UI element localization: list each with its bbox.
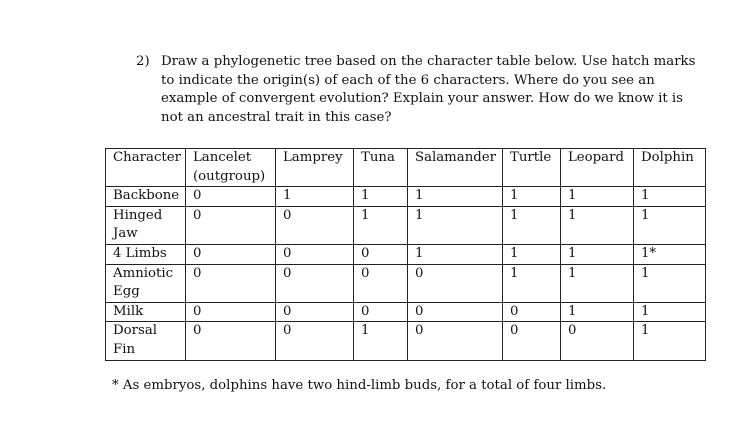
table-cell: 0 [407, 264, 502, 302]
question-block [136, 53, 696, 127]
table-cell: 1 [560, 264, 633, 302]
table-cell: 0 [185, 264, 275, 302]
table-cell: 1 [502, 206, 560, 244]
table-cell: 1 [502, 187, 560, 207]
header-salamander: Salamander [407, 149, 502, 187]
table-cell: 1 [560, 187, 633, 207]
character-name: Dorsal Fin [106, 322, 186, 360]
table-cell: 0 [353, 244, 407, 264]
table-cell: 0 [275, 244, 353, 264]
table-cell: 0 [185, 302, 275, 322]
character-name: Milk [106, 302, 186, 322]
character-name: Amniotic Egg [106, 264, 186, 302]
table-cell: 0 [407, 322, 502, 360]
character-name: 4 Limbs [106, 244, 186, 264]
table-cell: 0 [275, 322, 353, 360]
table-cell: 1 [560, 302, 633, 322]
table-cell: 0 [275, 206, 353, 244]
header-character: Character [106, 149, 186, 187]
table-cell: 1 [353, 206, 407, 244]
table-cell: 0 [185, 322, 275, 360]
question-number: 2) [136, 54, 150, 69]
table-cell: 0 [560, 322, 633, 360]
question-text: Draw a phylogenetic tree based on the character table below. Use hatch marks to indicate the origin(s) of each of the 6 characters. Where do you see an example of convergent evolution? Explain your answer. How do we know it is not an ancestral trait in this case? [161, 54, 696, 125]
table-row [106, 206, 706, 244]
table-cell: 0 [275, 264, 353, 302]
header-leopard: Leopard [560, 149, 633, 187]
table-cell: 1 [633, 206, 705, 244]
table-cell: 1 [275, 187, 353, 207]
header-turtle: Turtle [502, 149, 560, 187]
table-cell: 0 [502, 302, 560, 322]
table-cell: 0 [185, 206, 275, 244]
table-header-row [106, 149, 706, 187]
table-cell: 1 [560, 206, 633, 244]
table-cell: 1* [633, 244, 705, 264]
table-cell: 1 [633, 322, 705, 360]
table-cell: 0 [502, 322, 560, 360]
table-cell: 1 [353, 187, 407, 207]
header-dolphin: Dolphin [633, 149, 705, 187]
table-cell: 0 [275, 302, 353, 322]
header-lamprey: Lamprey [275, 149, 353, 187]
table-row [106, 244, 706, 264]
table-cell: 0 [407, 302, 502, 322]
table-cell: 1 [502, 264, 560, 302]
table-cell: 1 [407, 244, 502, 264]
table-cell: 0 [353, 302, 407, 322]
table-cell: 0 [185, 187, 275, 207]
table-cell: 1 [407, 187, 502, 207]
header-lancelet: Lancelet (outgroup) [185, 149, 275, 187]
table-cell: 1 [633, 264, 705, 302]
table-cell: 0 [185, 244, 275, 264]
table-row [106, 264, 706, 302]
character-table [105, 148, 706, 361]
footnote: * As embryos, dolphins have two hind-limb buds, for a total of four limbs. [112, 378, 607, 393]
table-row [106, 187, 706, 207]
table-cell: 1 [407, 206, 502, 244]
header-tuna: Tuna [353, 149, 407, 187]
table-cell: 0 [353, 264, 407, 302]
table-cell: 1 [633, 187, 705, 207]
table-cell: 1 [560, 244, 633, 264]
table-row [106, 322, 706, 360]
table-cell: 1 [633, 302, 705, 322]
character-name: Hinged Jaw [106, 206, 186, 244]
table-cell: 1 [353, 322, 407, 360]
character-name: Backbone [106, 187, 186, 207]
table-row [106, 302, 706, 322]
table-cell: 1 [502, 244, 560, 264]
